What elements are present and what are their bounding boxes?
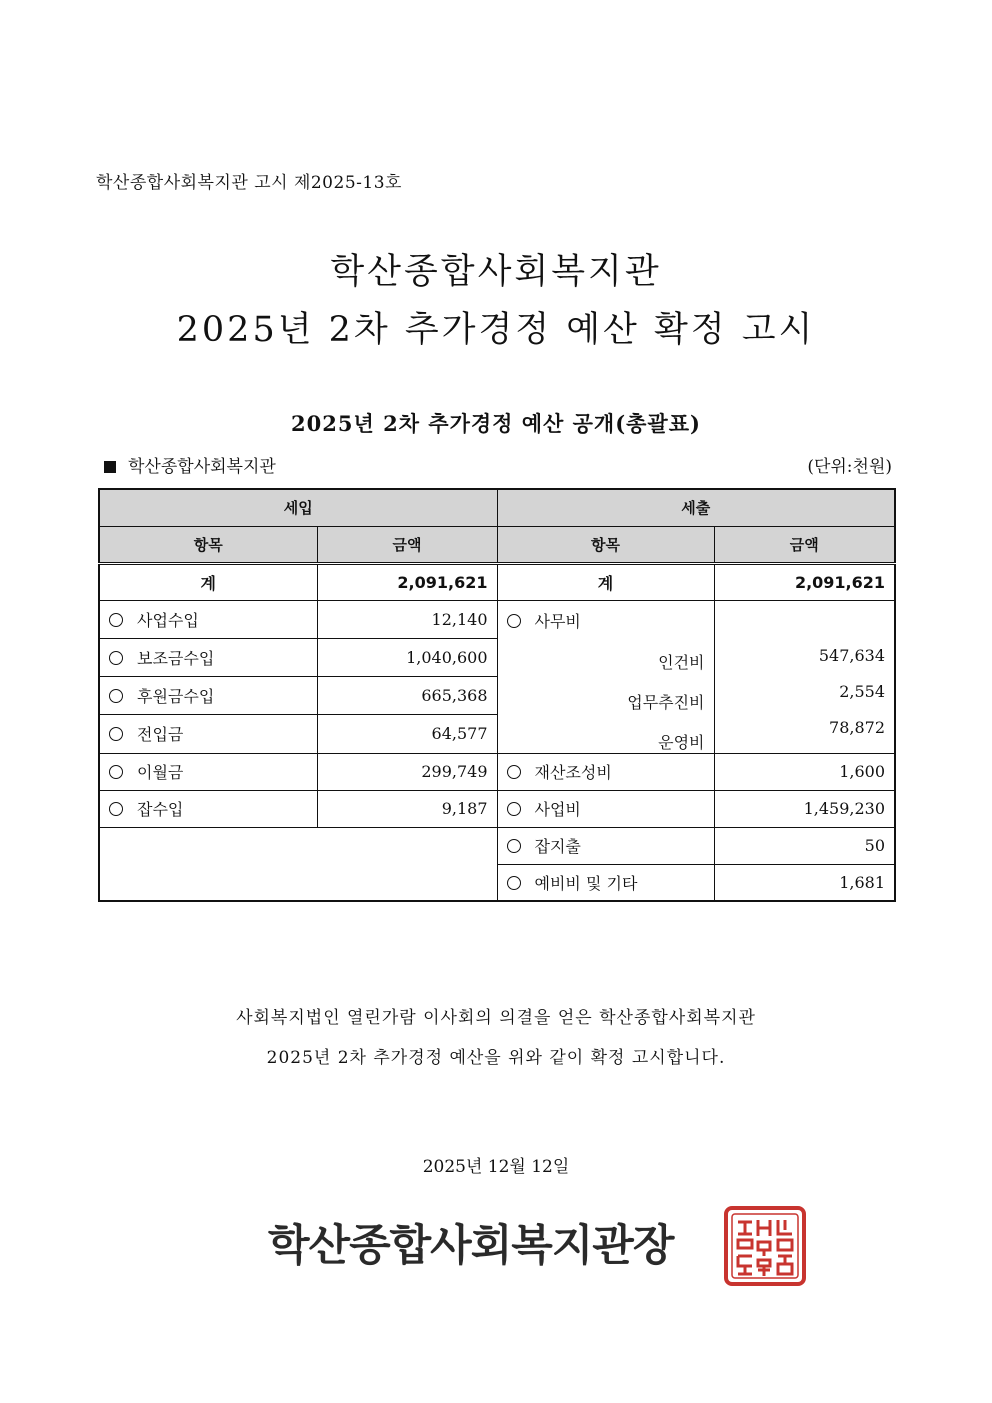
- expense-sub-amount: 2,554: [839, 681, 886, 701]
- expense-item-header: 항목: [497, 526, 714, 563]
- circle-bullet-icon: [507, 614, 521, 628]
- revenue-item-header: 항목: [99, 526, 317, 563]
- circle-bullet-icon: [109, 765, 123, 779]
- org-label: 학산종합사회복지관: [128, 457, 276, 477]
- expense-sub-amount: 78,872: [829, 717, 886, 737]
- circle-bullet-icon: [109, 613, 123, 627]
- revenue-total-amount: 2,091,621: [317, 563, 497, 600]
- revenue-amount: 9,187: [317, 790, 497, 827]
- total-row: [99, 563, 895, 600]
- official-seal-icon: [724, 1206, 806, 1286]
- expense-amount: 50: [714, 827, 895, 864]
- expense-header: 세출: [497, 489, 895, 526]
- expense-office-group: [497, 600, 714, 753]
- circle-bullet-icon: [109, 727, 123, 741]
- circle-bullet-icon: [109, 651, 123, 665]
- table-row: [99, 600, 895, 638]
- expense-sub-label: 인건비: [658, 652, 705, 672]
- unit-label: (단위:천원): [807, 457, 892, 477]
- expense-office-amounts: [714, 600, 895, 753]
- notice-date: 2025년 12월 12일: [422, 1157, 570, 1177]
- expense-item: 사업비: [497, 790, 714, 827]
- expense-item: 예비비 및 기타: [497, 864, 714, 901]
- revenue-amount: 1,040,600: [317, 638, 497, 676]
- revenue-item: 후원금수입: [99, 677, 317, 715]
- expense-sub-label: 운영비: [658, 732, 705, 752]
- revenue-header: 세입: [99, 489, 497, 526]
- revenue-item: 보조금수입: [99, 638, 317, 676]
- expense-total-amount: 2,091,621: [714, 563, 895, 600]
- revenue-total-label: 계: [99, 563, 317, 600]
- revenue-amount-header: 금액: [317, 526, 497, 563]
- closing-line2: 2025년 2차 추가경정 예산을 위와 같이 확정 고시합니다.: [266, 1048, 726, 1068]
- circle-bullet-icon: [507, 765, 521, 779]
- expense-item: 잡지출: [497, 827, 714, 864]
- circle-bullet-icon: [109, 802, 123, 816]
- table-row: [99, 753, 895, 790]
- revenue-item: 사업수입: [99, 600, 317, 638]
- budget-summary-table: [98, 488, 896, 902]
- org-label-row: [104, 452, 276, 477]
- circle-bullet-icon: [507, 839, 521, 853]
- director-signature: 학산종합사회복지관장: [268, 1221, 674, 1271]
- expense-amount: 1,681: [714, 864, 895, 901]
- notice-number: 학산종합사회복지관 고시 제2025-13호: [96, 173, 402, 193]
- circle-bullet-icon: [109, 689, 123, 703]
- table-row: [99, 827, 895, 864]
- closing-line1: 사회복지법인 열린가람 이사회의 의결을 얻은 학산종합사회복지관: [236, 1008, 756, 1028]
- revenue-item: 이월금: [99, 753, 317, 790]
- page-title-line1: 학산종합사회복지관: [330, 252, 662, 292]
- revenue-item: 전입금: [99, 715, 317, 753]
- expense-amount-header: 금액: [714, 526, 895, 563]
- expense-item: 재산조성비: [497, 753, 714, 790]
- revenue-amount: 12,140: [317, 600, 497, 638]
- circle-bullet-icon: [507, 802, 521, 816]
- expense-total-label: 계: [497, 563, 714, 600]
- revenue-amount: 665,368: [317, 677, 497, 715]
- revenue-item: 잡수입: [99, 790, 317, 827]
- empty-revenue-cell: [99, 827, 497, 901]
- page-title-line2: 2025년 2차 추가경정 예산 확정 고시: [176, 310, 816, 350]
- revenue-amount: 64,577: [317, 715, 497, 753]
- expense-amount: 1,600: [714, 753, 895, 790]
- column-header-row: [99, 526, 895, 563]
- revenue-amount: 299,749: [317, 753, 497, 790]
- expense-amount: 1,459,230: [714, 790, 895, 827]
- expense-office-label: 사무비: [507, 609, 705, 632]
- circle-bullet-icon: [507, 876, 521, 890]
- table-subtitle: 2025년 2차 추가경정 예산 공개(총괄표): [291, 411, 701, 436]
- section-header-row: [99, 489, 895, 526]
- expense-sub-amount: 547,634: [818, 645, 886, 665]
- expense-sub-label: 업무추진비: [627, 692, 705, 712]
- table-row: [99, 790, 895, 827]
- square-bullet-icon: [104, 461, 116, 473]
